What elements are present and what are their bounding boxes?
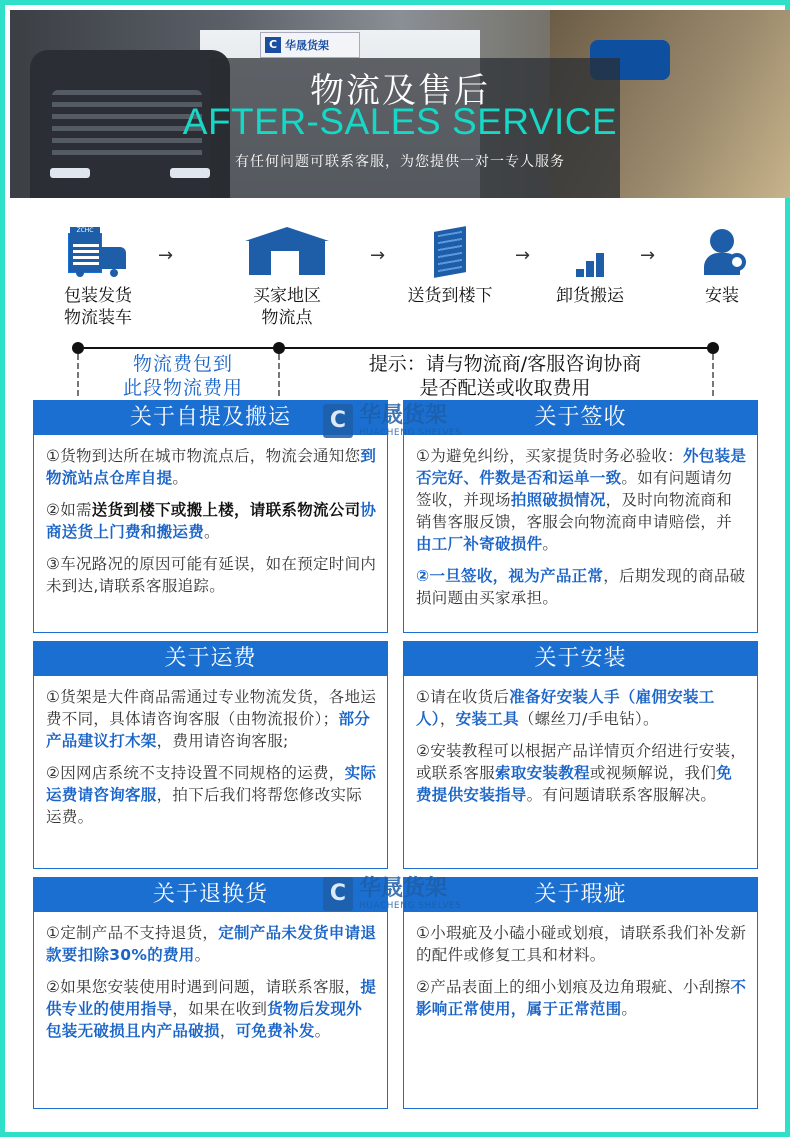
paragraph: ②如需送货到楼下或搬上楼，请联系物流公司协商送货上门费和搬运费。 — [46, 501, 377, 541]
watermark-en: HUACHENG SHELVES — [359, 901, 462, 911]
brand-logo-text: 华晟货架 — [285, 39, 329, 52]
section-title: 关于运费 — [34, 642, 387, 676]
section-title: 关于自提及搬运 — [34, 401, 387, 435]
flow-step-label: 卸货搬运 — [556, 286, 624, 306]
delivery-flow — [10, 205, 790, 335]
tip-line: 是否配送或收取费用 — [419, 377, 591, 399]
flow-step-label: 物流点 — [261, 308, 313, 328]
section-title: 关于退换货 — [34, 878, 387, 912]
section-install — [403, 641, 758, 869]
watermark-logo — [323, 872, 483, 916]
stairs-icon — [560, 227, 620, 277]
flow-step-station — [232, 227, 342, 329]
paragraph: ①货架是大件商品需通过专业物流发货，各地运费不同，具体请咨询客服（由物流报价）；部分产品建议打木架，费用请咨询客服; — [46, 688, 377, 750]
paragraph: ①定制产品不支持退货，定制产品未发货申请退款要扣除30%的费用。 — [46, 924, 377, 964]
paragraph: ②一旦签收，视为产品正常，后期发现的商品破损问题由买家承担。 — [416, 567, 746, 607]
bracket-line — [78, 347, 718, 349]
tip-line: 提示：请与物流商/客服咨询协商 — [368, 353, 642, 375]
flow-step-label: 包装发货 — [64, 286, 132, 306]
paragraph: ②产品表面上的细小划痕及边角瑕疵、小刮擦不影响正常使用，属于正常范围。 — [416, 978, 747, 1018]
flow-step-label: 买家地区 — [253, 286, 321, 306]
flow-step-unload — [540, 227, 640, 307]
paragraph: ②如果您安装使用时遇到问题，请联系客服，提供专业的使用指导，如果在收到货物后发现外包装无破损且内产品破损，可免费补发。 — [46, 978, 377, 1040]
banner-subtitle: AFTER-SALES SERVICE — [182, 101, 618, 142]
section-title: 关于瑕疵 — [404, 878, 757, 912]
flow-step-pack — [48, 227, 148, 329]
paragraph: ①为避免纠纷，买家提货时务必验收：外包装是否完好、件数是否和运单一致。如有问题请勿签收，并现场拍照破损情况，及时向物流商和销售客服反馈，客服会向物流商申请赔偿，并由工厂补寄破损件。 — [416, 447, 747, 553]
paragraph: ③车况路况的原因可能有延误，如在预定时间内未到达,请联系客服追踪。 — [46, 555, 377, 595]
paragraph: ①请在收货后准备好安装人手（雇佣安装工人），安装工具（螺丝刀/手电钻）。 — [416, 688, 715, 728]
bracket-dash — [77, 354, 79, 396]
truck-icon: ZCHC — [68, 227, 128, 277]
arrow-right-icon: → — [158, 245, 174, 266]
flow-step-label: 物流装车 — [64, 308, 132, 328]
brand-logo — [260, 32, 360, 58]
flow-step-label: 安装 — [705, 286, 739, 306]
bracket-dot — [72, 342, 84, 354]
flow-step-label: 送货到楼下 — [407, 286, 493, 306]
banner-note: 有任何问题可联系客服，为您提供一对一专人服务 — [235, 154, 565, 170]
free-shipping-line: 此段物流费用 — [122, 377, 243, 399]
watermark-cn: 华晟货架 — [359, 876, 448, 901]
brand-mark-icon: C — [323, 404, 353, 438]
arrow-right-icon: → — [515, 245, 531, 266]
installer-icon — [692, 227, 752, 277]
cost-bracket — [10, 340, 790, 400]
watermark-en: HUACHENG SHELVES — [359, 428, 462, 438]
brand-mark-icon: C — [265, 37, 281, 53]
watermark-cn: 华晟货架 — [359, 403, 448, 428]
paragraph: ②安装教程可以根据产品详情页介绍进行安装，或联系客服索取安装教程或视频解说，我们免费提供安装指导。有问题请联系客服解决。 — [416, 742, 747, 804]
paragraph: ①货物到达所在城市物流点后，物流会通知您到物流站点仓库自提。 — [46, 447, 377, 487]
free-shipping-note — [88, 352, 278, 400]
section-title: 关于安装 — [404, 642, 757, 676]
warehouse-icon — [245, 227, 329, 277]
building-icon — [420, 227, 480, 277]
arrow-right-icon: → — [370, 245, 386, 266]
paragraph: ②因网店系统不支持设置不同规格的运费，实际运费请咨询客服，拍下后我们将帮您修改实际运费。 — [46, 764, 377, 826]
banner-title: 物流及售后 — [310, 71, 490, 111]
brand-mark-icon: C — [323, 877, 353, 911]
paragraph: ①小瑕疵及小磕小碰或划痕，请联系我们补发新的配件或修复工具和材料。 — [416, 924, 747, 964]
flow-step-downstairs — [390, 227, 510, 307]
tip-note — [295, 352, 715, 400]
free-shipping-line: 物流费包到 — [132, 353, 233, 375]
flow-step-install — [682, 227, 762, 307]
watermark-logo — [323, 399, 483, 443]
section-freight — [33, 641, 388, 869]
arrow-right-icon: → — [640, 245, 656, 266]
section-title: 关于签收 — [404, 401, 757, 435]
bracket-dash — [278, 354, 280, 396]
